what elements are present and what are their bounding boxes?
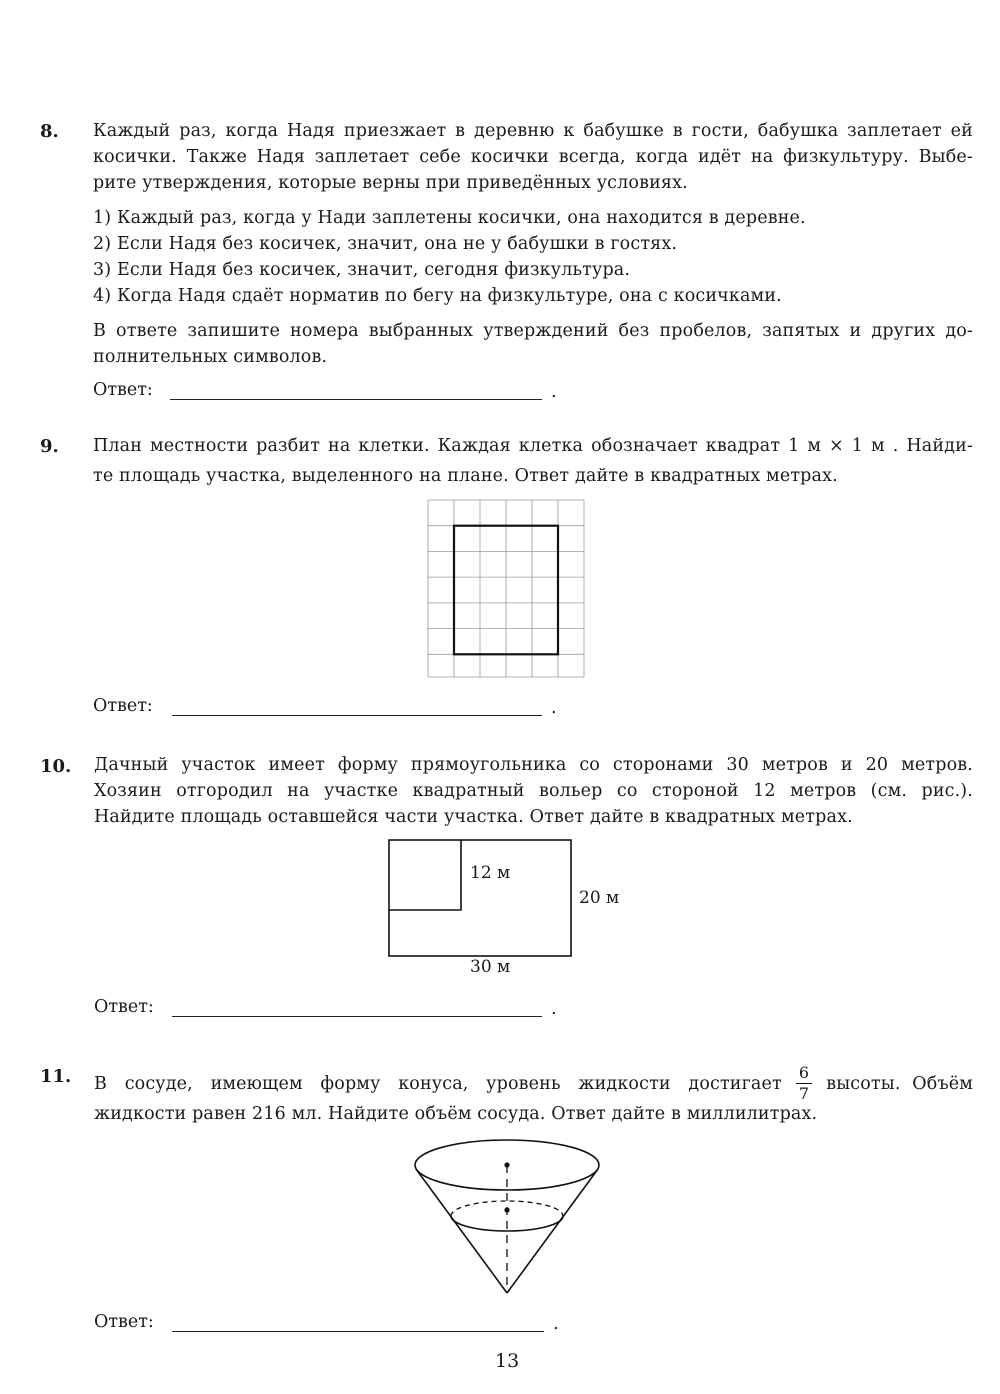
q10-plot-figure: [387, 838, 573, 960]
q9-number: 9.: [40, 436, 59, 457]
q10-width-label: 30 м: [470, 957, 511, 977]
q10-side-label: 12 м: [470, 863, 511, 883]
q11-answer-label: Ответ:: [94, 1312, 154, 1332]
q11-fraction-numerator: 6: [796, 1063, 812, 1084]
q9-grid-figure: [425, 497, 587, 681]
q10-answer-label: Ответ:: [94, 997, 154, 1017]
q8-line-2: косички. Также Надя заплетает себе косички всегда, когда идёт на физкультуру. Выбе-: [93, 147, 973, 167]
q8-option-4: 4) Когда Надя сдаёт норматив по бегу на физкультуре, она с косичками.: [93, 286, 782, 306]
q9-answer-dot: .: [551, 697, 557, 718]
q9-line-1: План местности разбит на клетки. Каждая клетка обозначает квадрат 1 м × 1 м . Найди-: [93, 436, 973, 456]
q11-line-1: [94, 1063, 973, 1104]
q11-line-2: жидкости равен 216 мл. Найдите объём сосуда. Ответ дайте в миллилитрах.: [94, 1104, 818, 1124]
q8-instruction-line-1: В ответе запишите номера выбранных утверждений без пробелов, запятых и других до-: [93, 321, 973, 341]
q10-line-3: Найдите площадь оставшейся части участка. Ответ дайте в квадратных метрах.: [94, 807, 853, 827]
q8-option-2: 2) Если Надя без косичек, значит, она не у бабушки в гостях.: [93, 234, 678, 254]
q11-line-1-after: высоты. Объём: [826, 1073, 973, 1094]
q11-line-1-before: В сосуде, имеющем форму конуса, уровень жидкости достигает: [94, 1073, 782, 1094]
q10-number: 10.: [40, 756, 72, 777]
q8-line-3: рите утверждения, которые верны при приведённых условиях.: [93, 173, 688, 193]
q10-height-label: 20 м: [579, 888, 620, 908]
q11-fraction-denominator: 7: [798, 1084, 810, 1103]
q8-text: [93, 118, 973, 196]
q8-answer-label: Ответ:: [93, 380, 153, 400]
q8-option-3: 3) Если Надя без косичек, значит, сегодня физкультура.: [93, 260, 631, 280]
q11-number: 11.: [40, 1066, 72, 1087]
q10-answer-dot: .: [551, 998, 557, 1019]
enclosure-outline: [389, 840, 461, 910]
q8-answer-field[interactable]: [170, 399, 542, 400]
q8-options: [93, 205, 973, 309]
q8-instruction-line-2: полнительных символов.: [93, 347, 328, 367]
q10-line-1: Дачный участок имеет форму прямоугольника со сторонами 30 метров и 20 метров.: [94, 755, 973, 775]
q11-answer-dot: .: [553, 1313, 559, 1334]
q8-number: 8.: [40, 121, 59, 142]
q11-answer-field[interactable]: [172, 1331, 544, 1332]
q10-answer-field[interactable]: [172, 1016, 542, 1017]
q8-line-1: Каждый раз, когда Надя приезжает в деревню к бабушке в гости, бабушка заплетает ей: [93, 121, 973, 141]
q9-answer-label: Ответ:: [93, 696, 153, 716]
q11-cone-figure: [410, 1136, 604, 1298]
q8-option-1: 1) Каждый раз, когда у Нади заплетены косички, она находится в деревне.: [93, 208, 806, 228]
q8-instruction: [93, 318, 973, 370]
top-center-point: [504, 1162, 509, 1167]
page-number: 13: [495, 1350, 520, 1372]
level-center-point: [504, 1207, 509, 1212]
q8-answer-dot: .: [551, 381, 557, 402]
plot-outline: [389, 840, 571, 956]
q11-fraction: [796, 1063, 812, 1104]
q9-text: [93, 433, 973, 489]
q9-answer-field[interactable]: [172, 715, 542, 716]
q10-line-2: Хозяин отгородил на участке квадратный вольер со стороной 12 метров (см. рис.).: [94, 781, 973, 801]
q9-line-2: те площадь участка, выделенного на плане. Ответ дайте в квадратных метрах.: [93, 466, 838, 486]
q10-text: [94, 752, 973, 830]
